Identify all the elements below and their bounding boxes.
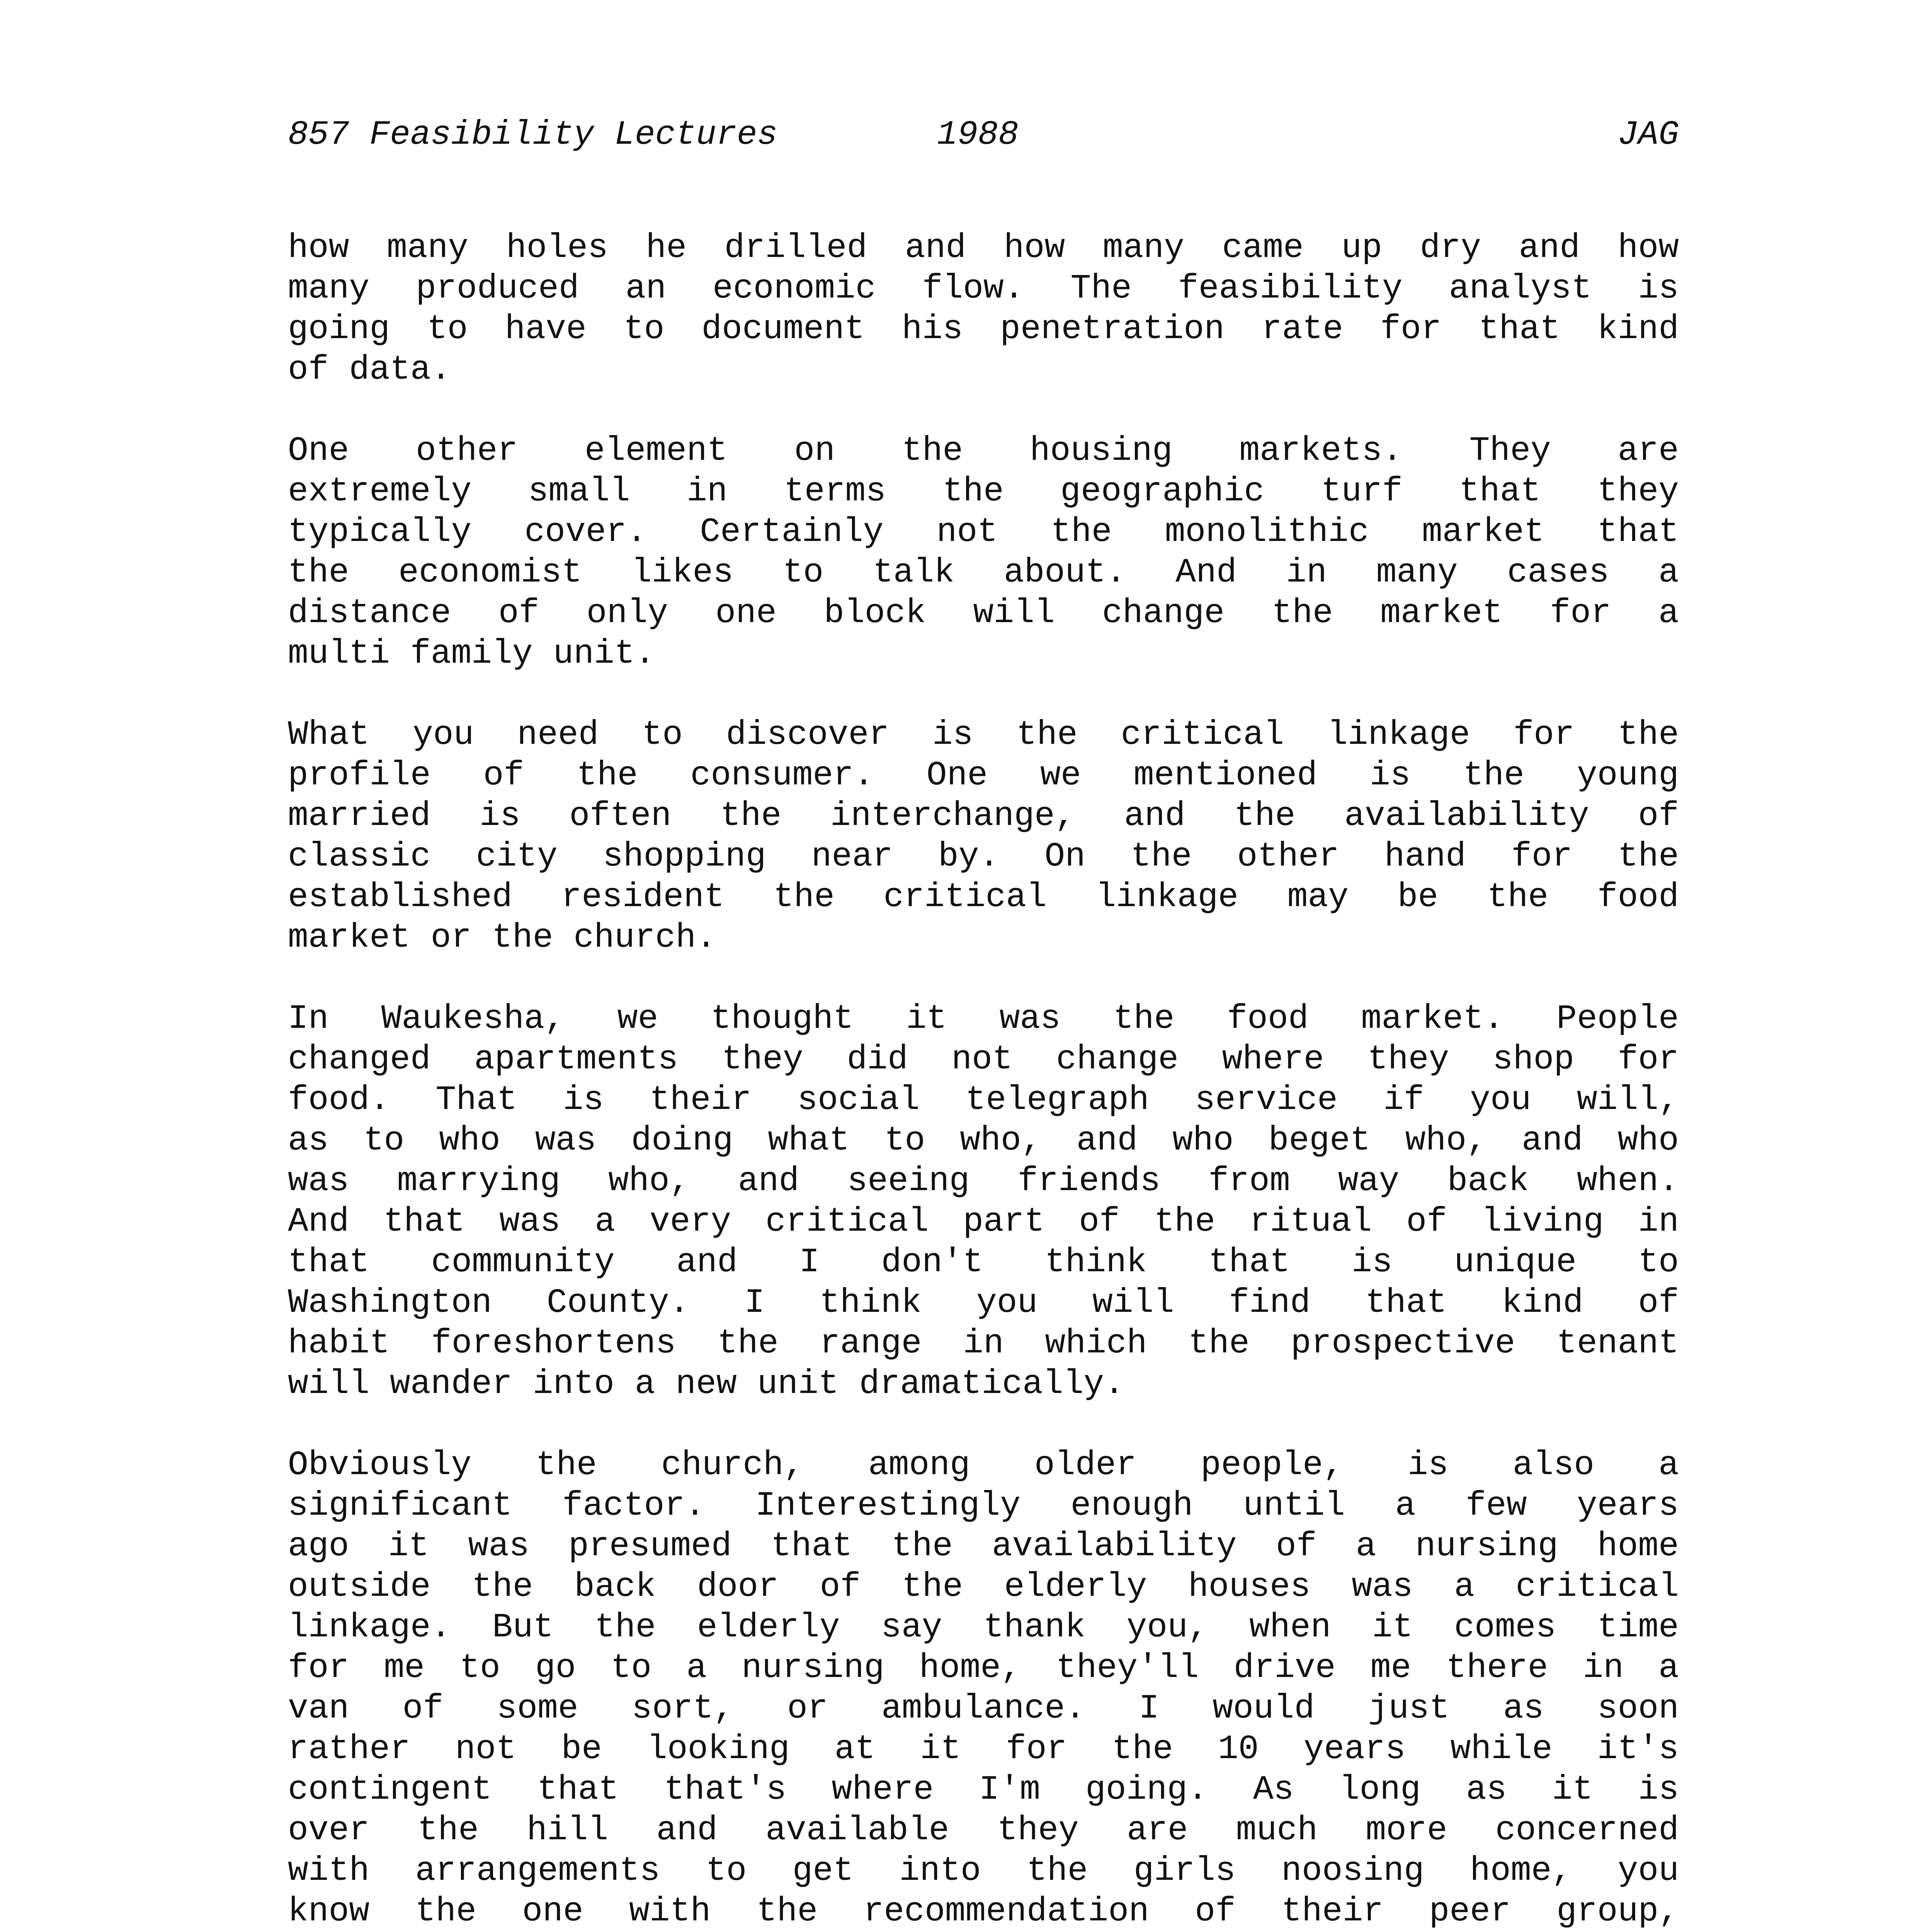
text-line: In Waukesha, we thought it was the food market. People (288, 1000, 1679, 1038)
text-line: of data. (288, 351, 451, 389)
text-line: that community and I don't think that is unique to (288, 1243, 1679, 1282)
text-line: over the hill and available they are much more concerned (288, 1811, 1679, 1850)
paragraph (288, 715, 1679, 958)
text-line: distance of only one block will change the market for a (288, 594, 1679, 633)
text-line: market or the church. (288, 919, 716, 957)
text-line: classic city shopping near by. On the other hand for the (288, 838, 1679, 876)
paragraph (288, 228, 1679, 390)
text-line: as to who was doing what to who, and who beget who, and who (288, 1122, 1679, 1160)
page-header (288, 112, 1679, 158)
text-line: for me to go to a nursing home, they'll drive me there in a (288, 1649, 1679, 1687)
header-initials: JAG (1617, 116, 1679, 154)
text-line: Obviously the church, among older people, is also a (288, 1446, 1679, 1485)
text-line: food. That is their social telegraph service if you will, (288, 1081, 1679, 1119)
text-line: linkage. But the elderly say thank you, when it comes time (288, 1609, 1679, 1647)
paragraph (288, 999, 1679, 1405)
text-line: the economist likes to talk about. And in many cases a (288, 554, 1679, 592)
text-line: many produced an economic flow. The feasibility analyst is (288, 270, 1679, 308)
text-line: rather not be looking at it for the 10 years while it's (288, 1730, 1679, 1769)
text-line: was marrying who, and seeing friends from way back when. (288, 1162, 1679, 1201)
text-line: van of some sort, or ambulance. I would just as soon (288, 1690, 1679, 1728)
text-line: with arrangements to get into the girls noosing home, you (288, 1852, 1679, 1890)
header-year: 1988 (937, 116, 1019, 154)
text-line: going to have to document his penetration rate for that kind (288, 310, 1679, 349)
text-line: significant factor. Interestingly enough until a few years (288, 1487, 1679, 1525)
text-line: Washington County. I think you will find that kind of (288, 1284, 1679, 1322)
text-line: extremely small in terms the geographic turf that they (288, 473, 1679, 511)
text-line: established resident the critical linkage may be the food (288, 878, 1679, 917)
header-course-title: 857 Feasibility Lectures (288, 116, 778, 154)
text-line: profile of the consumer. One we mentioned is the young (288, 757, 1679, 795)
text-line: habit foreshortens the range in which the prospective tenant (288, 1325, 1679, 1363)
paragraph (288, 431, 1679, 674)
text-line: how many holes he drilled and how many came up dry and how (288, 229, 1679, 267)
text-line: outside the back door of the elderly houses was a critical (288, 1568, 1679, 1606)
text-line: And that was a very critical part of the ritual of living in (288, 1203, 1679, 1241)
text-line: ago it was presumed that the availability of a nursing home (288, 1527, 1679, 1566)
text-line: know the one with the recommendation of their peer group, (288, 1893, 1679, 1931)
text-line: typically cover. Certainly not the monolithic market that (288, 513, 1679, 551)
text-line: married is often the interchange, and the availability of (288, 797, 1679, 835)
text-line: will wander into a new unit dramatically. (288, 1365, 1125, 1403)
text-line: One other element on the housing markets. They are (288, 432, 1679, 470)
paragraph (288, 1445, 1679, 1932)
text-line: multi family unit. (288, 635, 655, 673)
text-line: changed apartments they did not change where they shop for (288, 1041, 1679, 1079)
body-text (288, 228, 1679, 1932)
text-line: What you need to discover is the critical linkage for the (288, 716, 1679, 754)
text-line: contingent that that's where I'm going. As long as it is (288, 1771, 1679, 1809)
